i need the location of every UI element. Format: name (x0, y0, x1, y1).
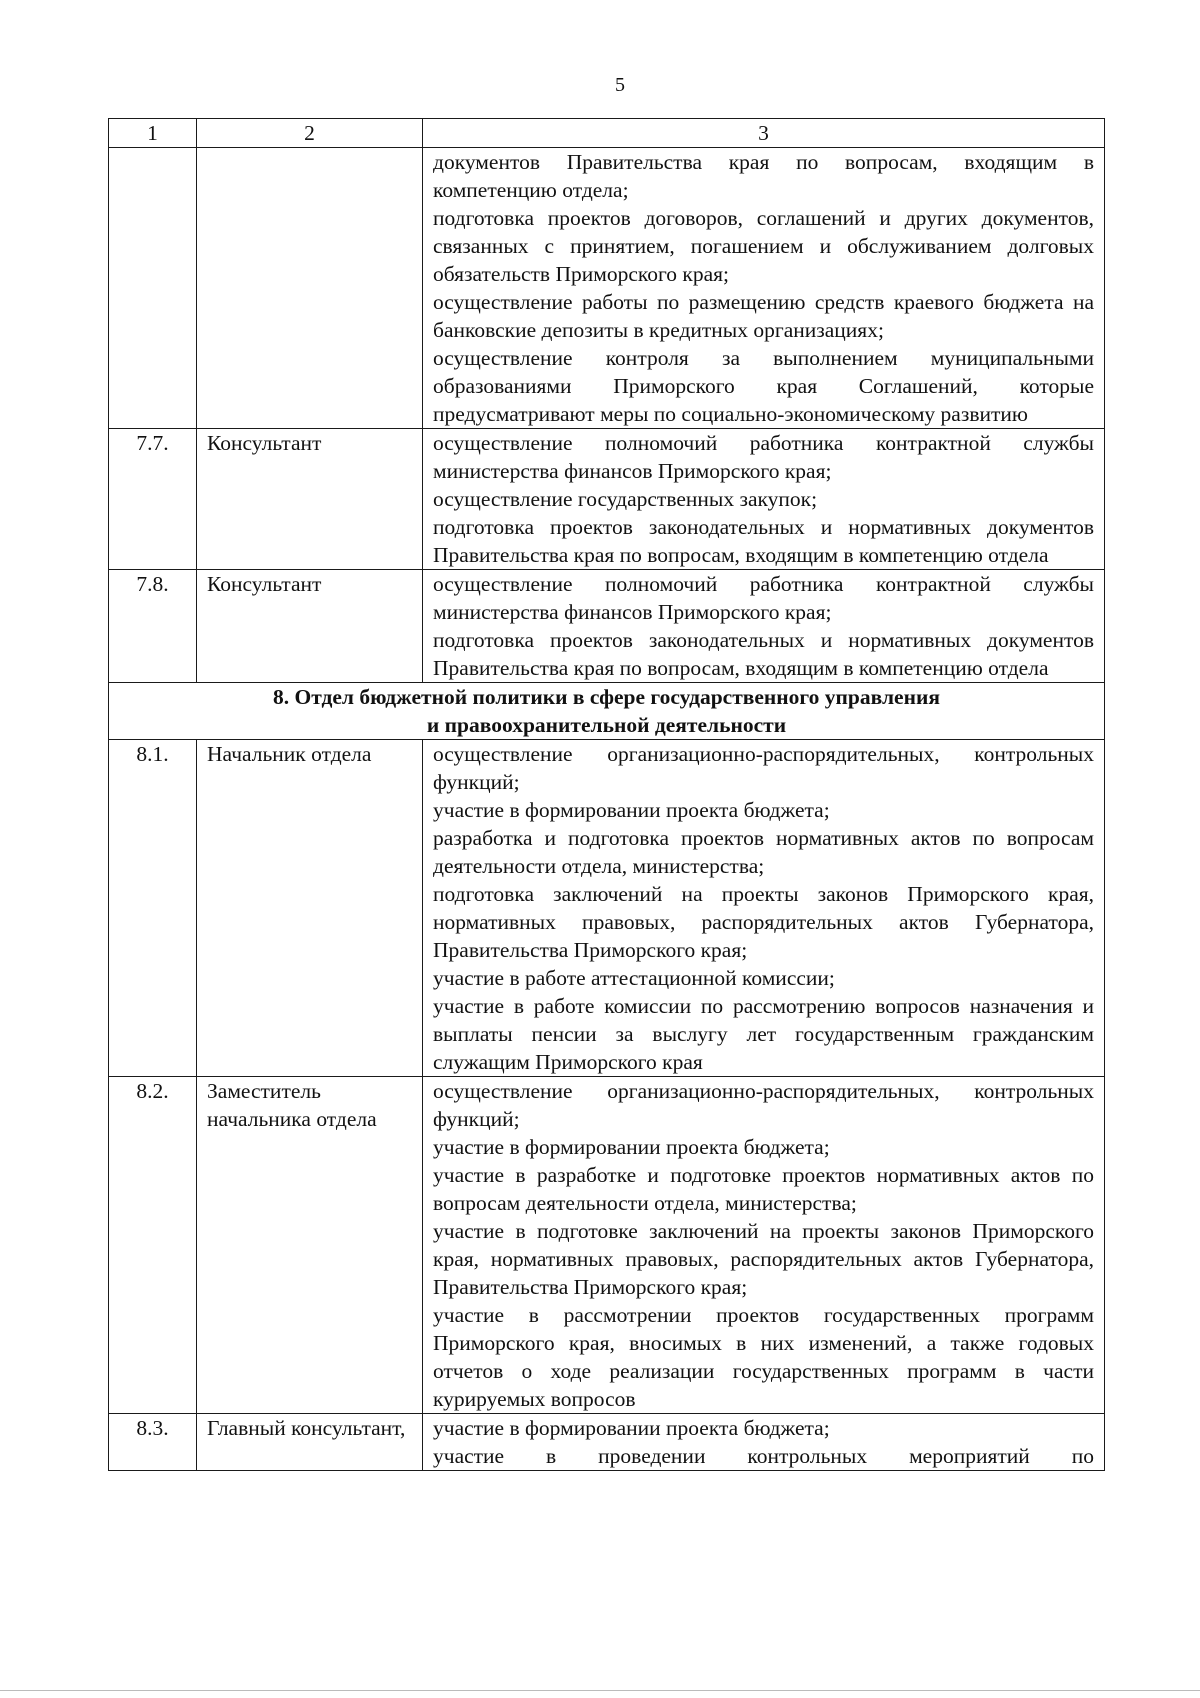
duty-item: документов Правительства края по вопросам, входящим в компетенцию отдела; (433, 150, 1094, 202)
section-title (109, 683, 1105, 740)
duty-item: подготовка проектов договоров, соглашений и других документов, связанных с принятием, погашением и обслуживанием долговых обязательств Приморского края; (433, 206, 1094, 286)
position-title: Начальник отдела (197, 740, 423, 1077)
duty-item: участие в рассмотрении проектов государственных программ Приморского края, вносимых в них изменений, а также годовых отчетов о ходе реализации государственных программ в части курируемых вопросов (433, 1303, 1094, 1411)
duties-cell (423, 740, 1105, 1077)
duty-item: осуществление контроля за выполнением муниципальными образованиями Приморского края Соглашений, которые предусматривают меры по социально-экономическому развитию (433, 346, 1094, 426)
duty-item: участие в формировании проекта бюджета; (433, 1416, 830, 1440)
header-col-3: 3 (423, 119, 1105, 148)
duty-item: участие в подготовке заключений на проекты законов Приморского края, нормативных правовых, распорядительных актов Губернатора, Правительства Приморского края; (433, 1219, 1094, 1299)
table-row (109, 740, 1105, 1077)
table-row (109, 1077, 1105, 1414)
table-row (109, 429, 1105, 570)
section-title-line-1: 8. Отдел бюджетной политики в сфере государственного управления (273, 685, 940, 709)
duty-item: осуществление работы по размещению средств краевого бюджета на банковские депозиты в кредитных организациях; (433, 290, 1094, 342)
duty-item: осуществление полномочий работника контрактной службы министерства финансов Приморского края; (433, 431, 1094, 483)
section-header-row (109, 683, 1105, 740)
duty-item: подготовка заключений на проекты законов Приморского края, нормативных правовых, распорядительных актов Губернатора, Правительства Приморского края; (433, 882, 1094, 962)
position-title: Консультант (197, 570, 423, 683)
scan-edge-line (0, 1690, 1200, 1691)
position-title: Заместитель начальника отдела (197, 1077, 423, 1414)
duty-item: разработка и подготовка проектов нормативных актов по вопросам деятельности отдела, министерства; (433, 826, 1094, 878)
duty-item: осуществление организационно-распорядительных, контрольных функций; (433, 1079, 1094, 1131)
duties-cell (423, 570, 1105, 683)
table-row (109, 570, 1105, 683)
duty-item: осуществление полномочий работника контрактной службы министерства финансов Приморского края; (433, 572, 1094, 624)
duty-item: участие в разработке и подготовке проектов нормативных актов по вопросам деятельности отдела, министерства; (433, 1163, 1094, 1215)
table-row (109, 1414, 1105, 1471)
position-title (197, 148, 423, 429)
row-number: 7.8. (109, 570, 197, 683)
page-number: 5 (615, 74, 625, 96)
staff-duties-table (108, 118, 1105, 1471)
header-col-1: 1 (109, 119, 197, 148)
duty-item: осуществление организационно-распорядительных, контрольных функций; (433, 742, 1094, 794)
duties-cell (423, 148, 1105, 429)
row-number: 8.2. (109, 1077, 197, 1414)
row-number (109, 148, 197, 429)
table-header-row (109, 119, 1105, 148)
position-title: Консультант (197, 429, 423, 570)
duty-item: участие в проведении контрольных мероприятий по (433, 1444, 1094, 1468)
row-number: 8.1. (109, 740, 197, 1077)
header-col-2: 2 (197, 119, 423, 148)
duty-item: осуществление государственных закупок; (433, 487, 818, 511)
duty-item: подготовка проектов законодательных и нормативных документов Правительства края по вопросам, входящим в компетенцию отдела (433, 515, 1094, 567)
table-row (109, 148, 1105, 429)
row-number: 7.7. (109, 429, 197, 570)
duties-cell (423, 1077, 1105, 1414)
duty-item: участие в работе комиссии по рассмотрению вопросов назначения и выплаты пенсии за выслугу лет государственным гражданским служащим Приморского края (433, 994, 1094, 1074)
row-number: 8.3. (109, 1414, 197, 1471)
duty-item: подготовка проектов законодательных и нормативных документов Правительства края по вопросам, входящим в компетенцию отдела (433, 628, 1094, 680)
duty-item: участие в формировании проекта бюджета; (433, 798, 830, 822)
duties-cell (423, 429, 1105, 570)
duty-item: участие в формировании проекта бюджета; (433, 1135, 830, 1159)
position-title: Главный консультант, (197, 1414, 423, 1471)
section-title-line-2: и правоохранительной деятельности (426, 713, 787, 737)
duties-cell (423, 1414, 1105, 1471)
duty-item: участие в работе аттестационной комиссии; (433, 966, 835, 990)
